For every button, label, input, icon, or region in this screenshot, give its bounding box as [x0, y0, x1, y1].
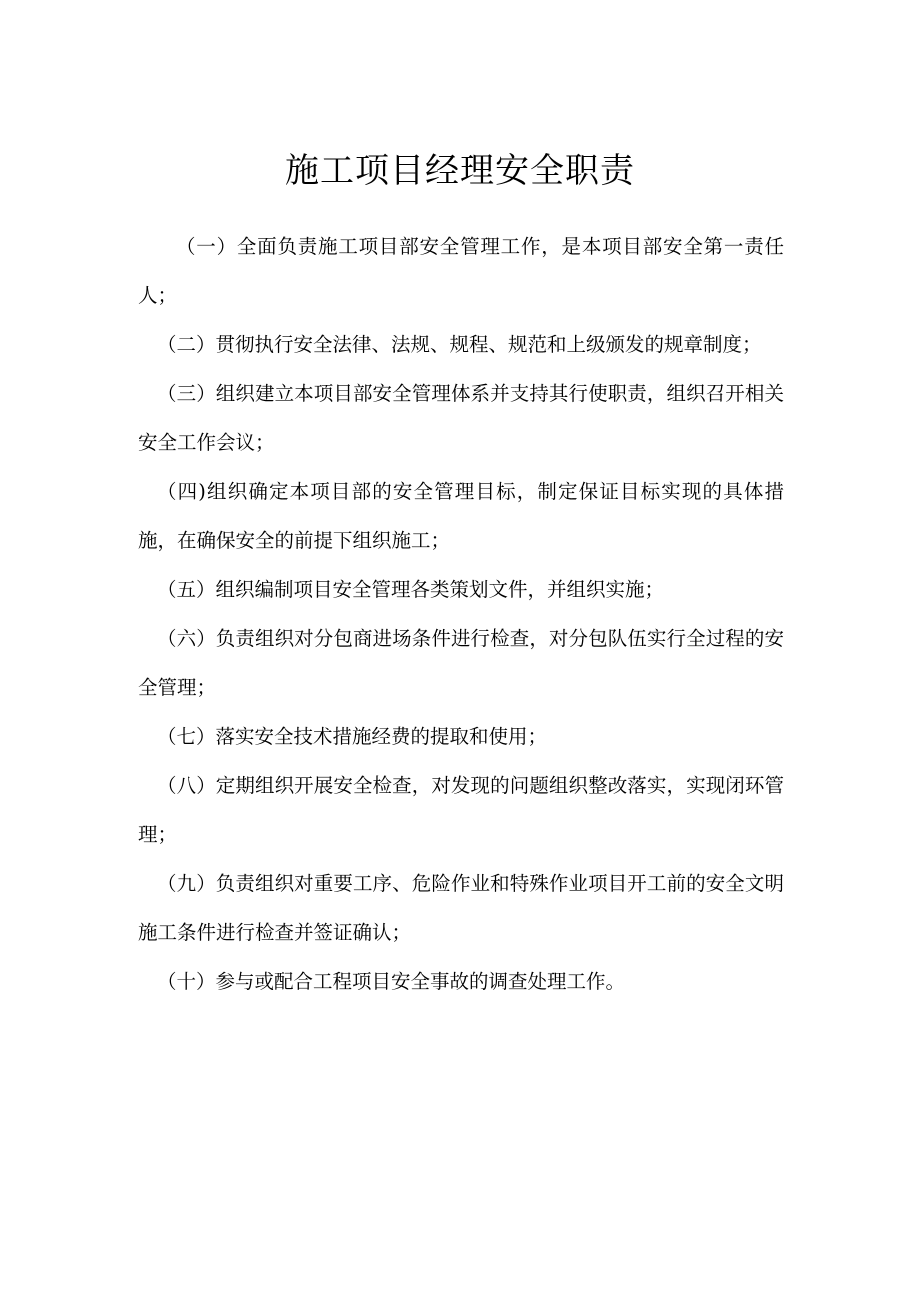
document-body: [138, 222, 784, 1006]
duty-item-2: （二）贯彻执行安全法律、法规、规程、规范和上级颁发的规章制度；: [157, 333, 762, 356]
duty-item-1: （一）全面负责施工项目部安全管理工作，是本项目部安全第一责任人；: [138, 235, 784, 307]
duty-item-9: （九）负责组织对重要工序、危险作业和特殊作业项目开工前的安全文明施工条件进行检查并签证确认；: [138, 872, 784, 944]
document-title: 施工项目经理安全职责: [285, 151, 635, 191]
duty-item-10: （十）参与或配合工程项目安全事故的调查处理工作。: [157, 970, 626, 993]
duty-item-8: （八）定期组织开展安全检查，对发现的问题组织整改落实，实现闭环管理；: [138, 774, 784, 846]
duty-item-5: （五）组织编制项目安全管理各类策划文件，并组织实施；: [157, 578, 665, 601]
duty-item-3: （三）组织建立本项目部安全管理体系并支持其行使职责，组织召开相关安全工作会议；: [138, 382, 784, 454]
duty-item-4: （四)组织确定本项目部的安全管理目标，制定保证目标实现的具体措施，在确保安全的前提下组织施工；: [138, 480, 784, 552]
duty-item-6: （六）负责组织对分包商进场条件进行检查，对分包队伍实行全过程的安全管理；: [138, 627, 784, 699]
duty-item-7: （七）落实安全技术措施经费的提取和使用；: [157, 725, 548, 748]
